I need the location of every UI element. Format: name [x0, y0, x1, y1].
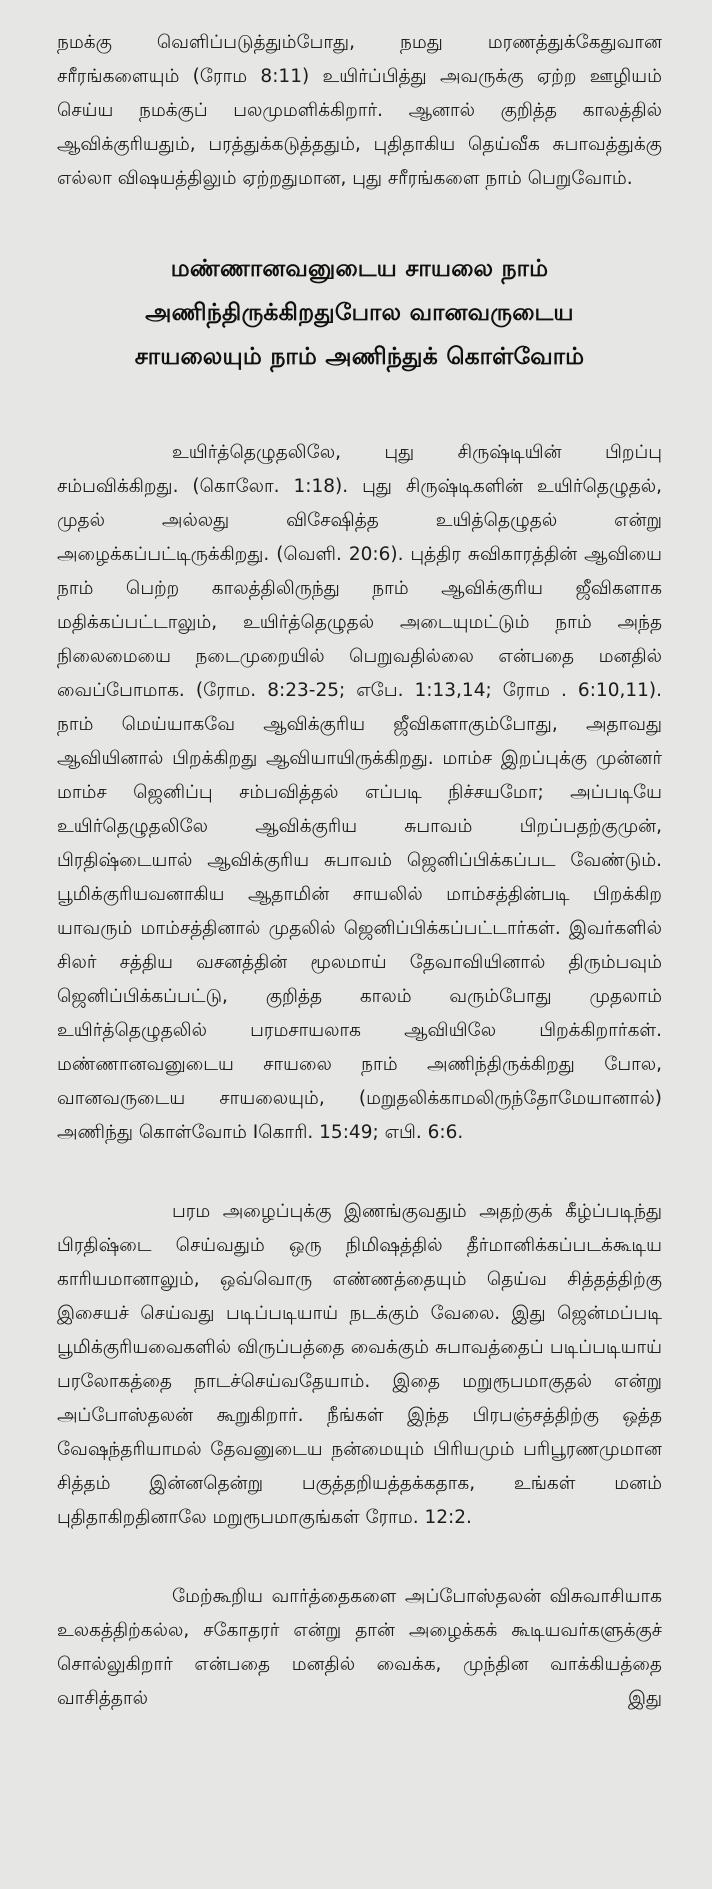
paragraph-closing: மேற்கூறிய வார்த்தைகளை அப்போஸ்தலன் விசுவாசியாக உலகத்திற்கல்ல, சகோதரர் என்று தான் அழைக்கக் கூடியவர்களுக்குச் சொல்லுகிறார் என்பதை மனதில் வைக்க, முந்தின வாக்கியத்தை வாசித்தால் இது [57, 1586, 662, 1709]
paragraph-opening: நமக்கு வெளிப்படுத்தும்போது, நமது மரணத்துக்கேதுவான சரீரங்களையும் (ரோம 8:11) உயிர்ப்பித்து அவருக்கு ஏற்ற ஊழியம் செய்ய நமக்குப் பலமுமளிக்கிறார். ஆனால் குறித்த காலத்தில் ஆவிக்குரியதும், பரத்துக்கடுத்ததும், புதிதாகிய தெய்வீக சுபாவத்துக்கு எல்லா விஷயத்திலும் ஏற்றதுமான, புது சரீரங்களை நாம் பெறுவோம். [57, 32, 662, 189]
paragraph-resurrection: உயிர்த்தெழுதலிலே, புது சிருஷ்டியின் பிறப்பு சம்பவிக்கிறது. (கொலோ. 1:18). புது சிருஷ்டிகளின் உயிர்தெழுதல், முதல் அல்லது விசேஷித்த உயித்தெழுதல் என்று அழைக்கப்பட்டிருக்கிறது. (வெளி. 20:6). புத்திர சுவிகாரத்தின் ஆவியை நாம் பெற்ற காலத்திலிருந்து நாம் ஆவிக்குரிய ஜீவிகளாக மதிக்கப்பட்டாலும், உயிர்த்தெழுதல் அடையுமட்டும் நாம் அந்த நிலைமையை நடைமுறையில் பெறுவதில்லை என்பதை மனதில் வைப்போமாக. (ரோம. 8:23-25; எபே. 1:13,14; ரோம . 6:10,11). நாம் மெய்யாகவே ஆவிக்குரிய ஜீவிகளாகும்போது, அதாவது ஆவியினால் பிறக்கிறது ஆவியாயிருக்கிறது. மாம்ச இறப்புக்கு முன்னர் மாம்ச ஜெனிப்பு சம்பவித்தல் எப்படி நிச்சயமோ; அப்படியே உயிர்தெழுதலிலே ஆவிக்குரிய சுபாவம் பிறப்பதற்குமுன், பிரதிஷ்டையால் ஆவிக்குரிய சுபாவம் ஜெனிப்பிக்கப்பட வேண்டும். பூமிக்குரியவனாகிய ஆதாமின் சாயலில் மாம்சத்தின்படி பிறக்கிற யாவரும் மாம்சத்தினால் முதலில் ஜெனிப்பிக்கப்பட்டார்கள். இவர்களில் சிலர் சத்திய வசனத்தின் மூலமாய் தேவாவியினால் திரும்பவும் ஜெனிப்பிக்கப்பட்டு, குறித்த காலம் வரும்போது முதலாம் உயிர்த்தெழுதலில் பரமசாயலாக ஆவியிலே பிறக்கிறார்கள். மண்ணானவனுடைய சாயலை நாம் அணிந்திருக்கிறது போல, வானவருடைய சாயலையும், (மறுதலிக்காமலிருந்தோமேயானால்) அணிந்து கொள்வோம் Iகொரி. 15:49; எபி. 6:6. [57, 442, 662, 1143]
section-heading-line-2: அணிந்திருக்கிறதுபோல வானவருடைய [145, 298, 574, 326]
section-heading-line-3: சாயலையும் நாம் அணிந்துக் கொள்வோம் [134, 342, 585, 370]
section-heading-line-1: மண்ணானவனுடைய சாயலை நாம் [170, 254, 549, 282]
section-heading [57, 246, 662, 378]
paragraph-transformation: பரம அழைப்புக்கு இணங்குவதும் அதற்குக் கீழ்ப்படிந்து பிரதிஷ்டை செய்வதும் ஒரு நிமிஷத்தில் தீர்மானிக்கப்படக்கூடிய காரியமானாலும், ஒவ்வொரு எண்ணத்தையும் தெய்வ சித்தத்திற்கு இசையச் செய்வது படிப்படியாய் நடக்கும் வேலை. இது ஜென்மப்படி பூமிக்குரியவைகளில் விருப்பத்தை வைக்கும் சுபாவத்தைப் படிப்படியாய் பரலோகத்தை நாடச்செய்வதேயாம். இதை மறுரூபமாகுதல் என்று அப்போஸ்தலன் கூறுகிறார். நீங்கள் இந்த பிரபஞ்சத்திற்கு ஒத்த வேஷந்தரியாமல் தேவனுடைய நன்மையும் பிரியமும் பரிபூரணமுமான சித்தம் இன்னதென்று பகுத்தறியத்தக்கதாக, உங்கள் மனம் புதிதாகிறதினாலே மறுரூபமாகுங்கள் ரோம. 12:2. [57, 1201, 662, 1528]
